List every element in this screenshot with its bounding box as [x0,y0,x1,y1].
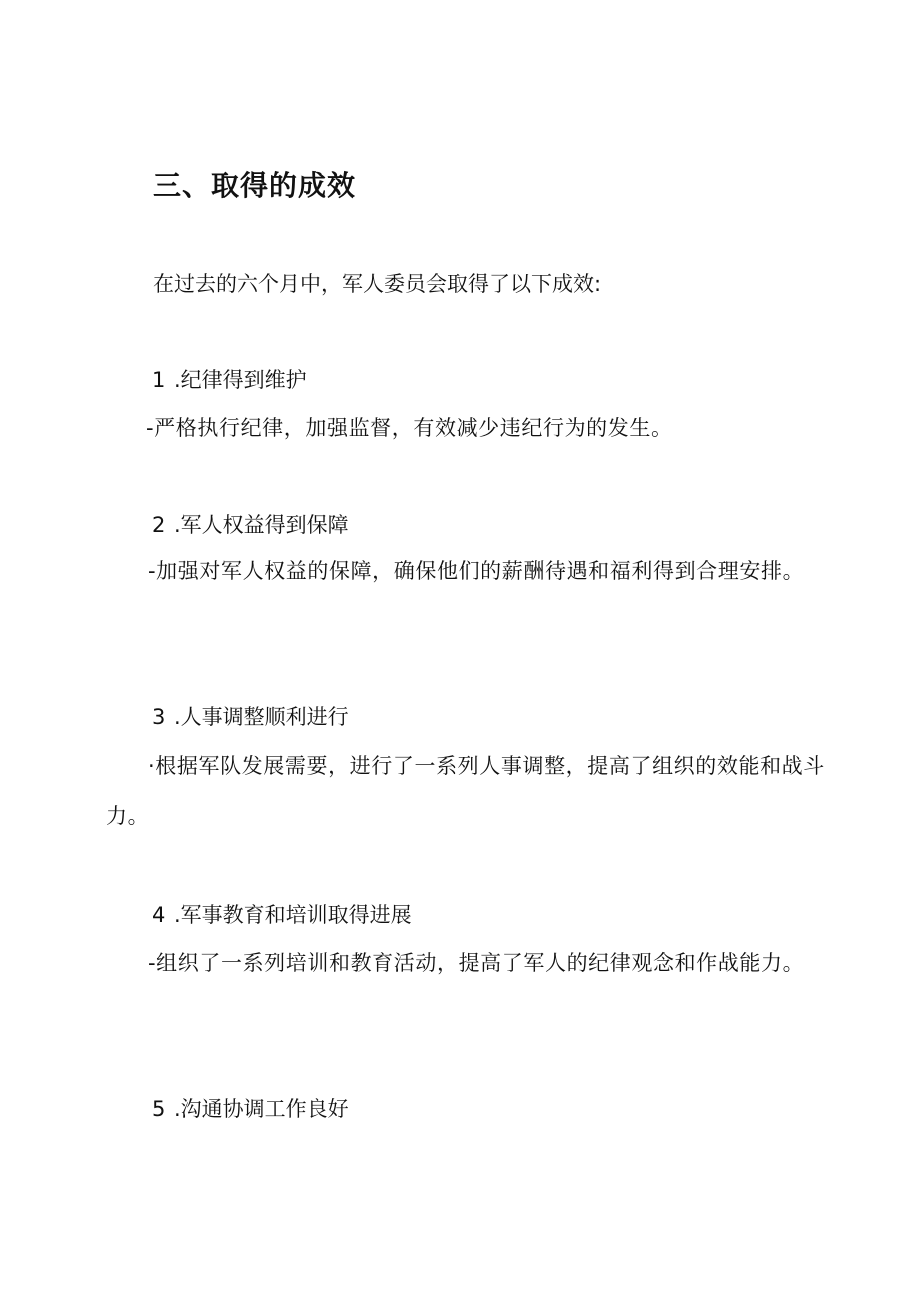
item-number: 4 [152,903,166,927]
item-title-text: .军人权益得到保障 [174,513,349,537]
item-title-text: .沟通协调工作良好 [174,1097,349,1121]
item-title [152,364,307,396]
section-heading: 三、取得的成效 [153,169,357,202]
item-body: -组织了一系列培训和教育活动，提高了军人的纪律观念和作战能力。 [148,951,805,975]
item-title-text: .人事调整顺利进行 [174,705,349,729]
item-title-text: .纪律得到维护 [174,368,307,392]
item-title [152,899,412,931]
item-body: -严格执行纪律，加强监督，有效减少违纪行为的发生。 [146,416,673,440]
item-title [152,509,349,541]
intro-paragraph: 在过去的六个月中，军人委员会取得了以下成效: [153,272,602,296]
item-title [152,701,349,733]
item-number: 5 [152,1097,166,1121]
item-title-text: .军事教育和培训取得进展 [174,903,412,927]
item-number: 3 [152,705,166,729]
item-body: -加强对军人权益的保障，确保他们的薪酬待遇和福利得到合理安排。 [148,559,805,583]
item-title [152,1093,349,1125]
item-number: 1 [152,368,166,392]
item-number: 2 [152,513,166,537]
item-body: ·根据军队发展需要，进行了一系列人事调整，提高了组织的效能和战斗力。 [106,754,825,828]
